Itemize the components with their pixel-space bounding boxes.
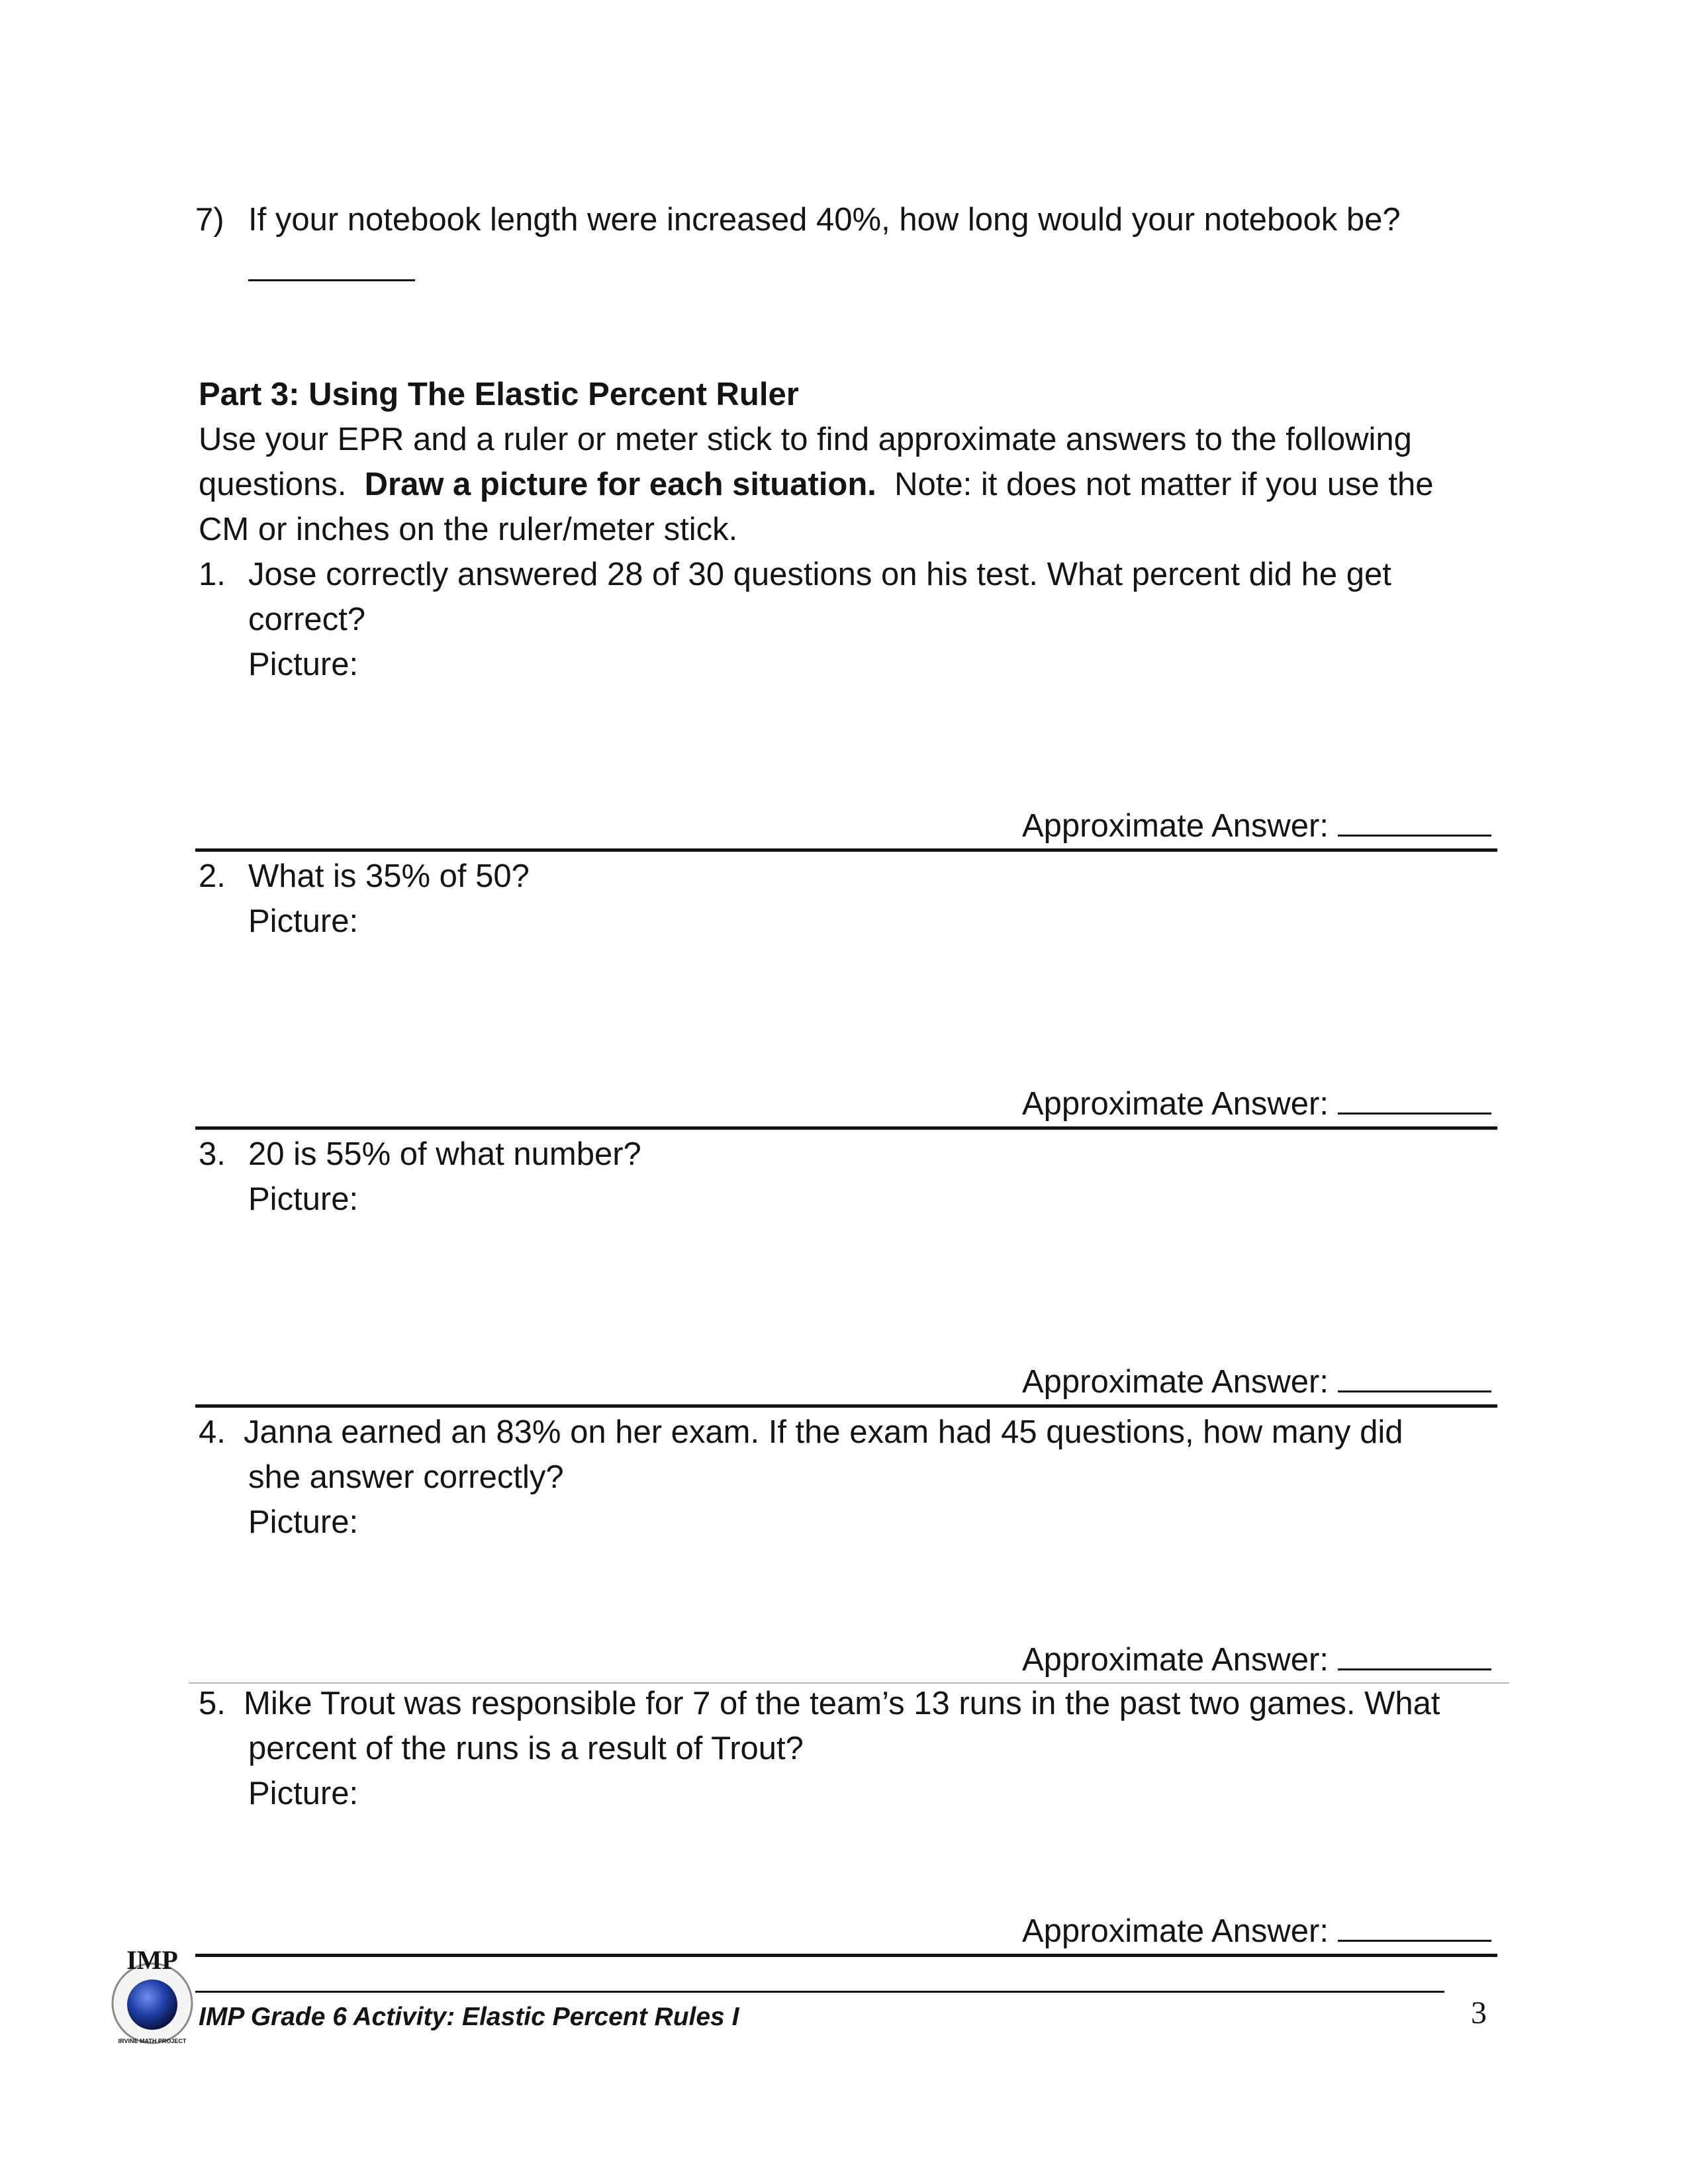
page-number: 3 [1471, 1995, 1487, 2030]
question-2-text-line1: What is 35% of 50? [248, 858, 530, 894]
logo-ball [127, 1979, 177, 2030]
question-3-number: 3. [199, 1136, 226, 1172]
footer-title: IMP Grade 6 Activity: Elastic Percent Rules I [199, 2003, 739, 2031]
question-3-approx-answer [1022, 1359, 1491, 1404]
logo-letters: IMP [126, 1945, 178, 1975]
question-5-answer-blank[interactable] [1338, 1911, 1491, 1942]
question-5-text-line1: Mike Trout was responsible for 7 of the team’s 13 runs in the past two games. What [244, 1686, 1440, 1721]
question-1-text-line2: correct? [248, 602, 366, 637]
divider-1 [195, 848, 1497, 852]
approx-answer-label: Approximate Answer: [1022, 808, 1329, 844]
question-4-answer-blank[interactable] [1338, 1639, 1491, 1670]
question-4-picture-label: Picture: [248, 1504, 359, 1540]
question-5-picture-label: Picture: [248, 1776, 359, 1811]
part3-intro-line2-b: Note: it does not matter if you use the [894, 467, 1434, 502]
logo-subtext: IRVINE MATH PROJECT [118, 2038, 187, 2044]
part3-instruction-bold: Draw a picture for each situation. [364, 467, 876, 502]
question-5-number: 5. [199, 1686, 226, 1721]
q7-number: 7) [195, 202, 224, 238]
question-2-number: 2. [199, 858, 226, 894]
part3-title: Part 3: Using The Elastic Percent Ruler [199, 377, 799, 412]
question-1-text-line1: Jose correctly answered 28 of 30 questions on his test. What percent did he get [248, 557, 1391, 592]
question-1-approx-answer [1022, 803, 1491, 848]
question-4-approx-answer [1022, 1637, 1491, 1682]
part3-intro-line1: Use your EPR and a ruler or meter stick to find approximate answers to the following [199, 422, 1412, 457]
footer-rule [195, 1991, 1444, 1993]
question-2-answer-blank[interactable] [1338, 1083, 1491, 1115]
question-1-answer-blank[interactable] [1338, 805, 1491, 837]
question-4-text-line1: Janna earned an 83% on her exam. If the exam had 45 questions, how many did [244, 1414, 1403, 1450]
part3-intro-line2 [199, 462, 1434, 507]
question-3-picture-label: Picture: [248, 1181, 359, 1217]
question-3-answer-blank[interactable] [1338, 1361, 1491, 1392]
divider-3 [195, 1404, 1497, 1408]
question-2-picture-label: Picture: [248, 903, 359, 939]
q7-answer-blank[interactable] [248, 278, 415, 281]
approx-answer-label: Approximate Answer: [1022, 1642, 1329, 1678]
part3-intro-line2-a: questions. [199, 467, 347, 502]
imp-logo [99, 1942, 205, 2055]
approx-answer-label: Approximate Answer: [1022, 1364, 1329, 1400]
question-3-text-line1: 20 is 55% of what number? [248, 1136, 641, 1172]
question-2-approx-answer [1022, 1081, 1491, 1126]
q7-text: If your notebook length were increased 40%, how long would your notebook be? [248, 202, 1401, 238]
question-5-text-line2: percent of the runs is a result of Trout? [248, 1731, 804, 1766]
question-4-text-line2: she answer correctly? [248, 1459, 564, 1495]
divider-5 [195, 1954, 1497, 1957]
question-4-number: 4. [199, 1414, 226, 1450]
question-5-approx-answer [1022, 1909, 1491, 1954]
part3-intro-line3: CM or inches on the ruler/meter stick. [199, 512, 738, 547]
divider-2 [195, 1126, 1497, 1130]
question-1-picture-label: Picture: [248, 647, 359, 682]
approx-answer-label: Approximate Answer: [1022, 1086, 1329, 1122]
approx-answer-label: Approximate Answer: [1022, 1913, 1329, 1949]
question-1-number: 1. [199, 557, 226, 592]
